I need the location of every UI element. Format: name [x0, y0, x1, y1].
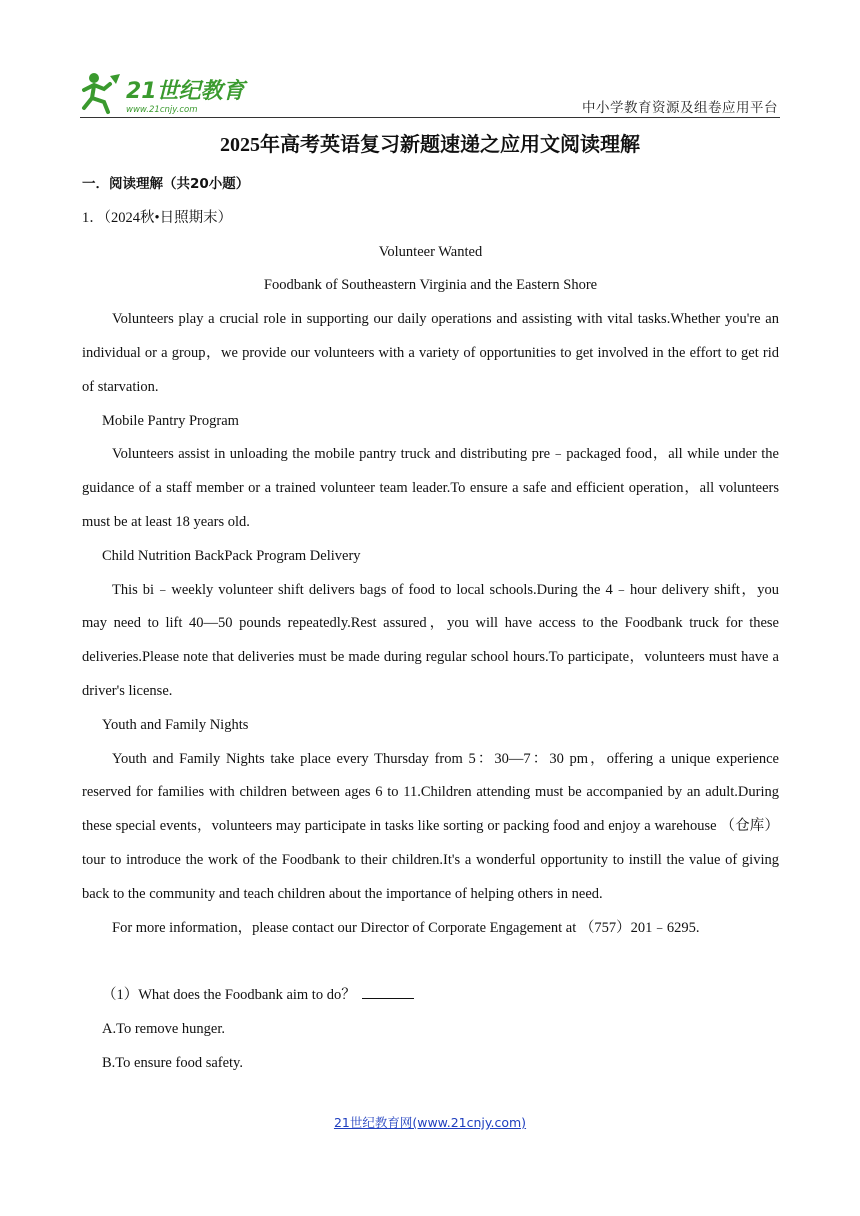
logo-url: www.21cnjy.com — [126, 105, 198, 115]
platform-name: 中小学教育资源及组卷应用平台 — [582, 100, 778, 116]
subsection-title: Youth and Family Nights — [102, 716, 249, 733]
question-source: 1．（2024秋•日照期末） — [82, 209, 233, 226]
footer-link[interactable]: 21世纪教育网(www.21cnjy.com) — [333, 1115, 527, 1130]
logo-text: 21世纪教育 — [126, 79, 245, 104]
option-b[interactable]: B.To ensure food safety. — [102, 1054, 243, 1071]
contact-info: For more information，please contact our Director of Corporate Engagement at （757）201﹣6295. — [112, 919, 700, 936]
page-footer — [0, 1113, 860, 1131]
subsection-title: Child Nutrition BackPack Program Delivery — [102, 547, 361, 564]
option-a[interactable]: A.To remove hunger. — [102, 1020, 226, 1037]
passage-subheading: Foodbank of Southeastern Virginia and the Eastern Shore — [263, 277, 598, 294]
document-body — [82, 168, 779, 1081]
passage-heading: Volunteer Wanted — [378, 243, 483, 260]
subsection-body: Volunteers assist in unloading the mobile pantry truck and distributing pre﹣packaged food，all while under the guidance of a staff member or a trained volunteer team leader.To ensure a safe and efficient operation，all volunteers must be at least 18 years old. — [82, 446, 779, 530]
spacer — [82, 945, 779, 979]
page-header — [80, 64, 780, 118]
page-title: 2025年高考英语复习新题速递之应用文阅读理解 — [220, 134, 640, 156]
subsection-title: Mobile Pantry Program — [102, 412, 239, 429]
logo-21-century-education — [80, 70, 250, 116]
subsection-body: This bi﹣weekly volunteer shift delivers bags of food to local schools.During the 4﹣hour delivery shift，you may need to lift 40—50 pounds repeatedly.Rest assured，you will have access to the Foodbank truck for these deliveries.Please note that deliveries must be made during regular school hours.To participate，volunteers must have a driver's license. — [82, 581, 779, 699]
subsection-body: Youth and Family Nights take place every Thursday from 5：30—7：30 pm，offering a unique experience reserved for families with children between ages 6 to 11.Children attending must be accompanied by an adult.During these special events，volunteers may participate in tasks like sorting or packing food and enjoy a warehouse （仓库） tour to introduce the work of the Foodbank to their children.It's a wonderful opportunity to instill the value of giving back to the community and teach children about the importance of helping others in need. — [82, 750, 779, 902]
question-stem-text: （1）What does the Foodbank aim to do？ — [102, 987, 356, 1004]
question-stem — [82, 979, 779, 1013]
passage-intro: Volunteers play a crucial role in supporting our daily operations and assisting with vital tasks.Whether you're an individual or a group，we provide our volunteers with a variety of opportunities to get involved in the effort to get rid of starvation. — [82, 311, 779, 395]
header-divider — [80, 117, 780, 118]
runner-icon — [84, 73, 120, 112]
answer-blank[interactable] — [362, 986, 414, 999]
section-heading: 一．阅读理解（共20小题） — [82, 176, 250, 192]
